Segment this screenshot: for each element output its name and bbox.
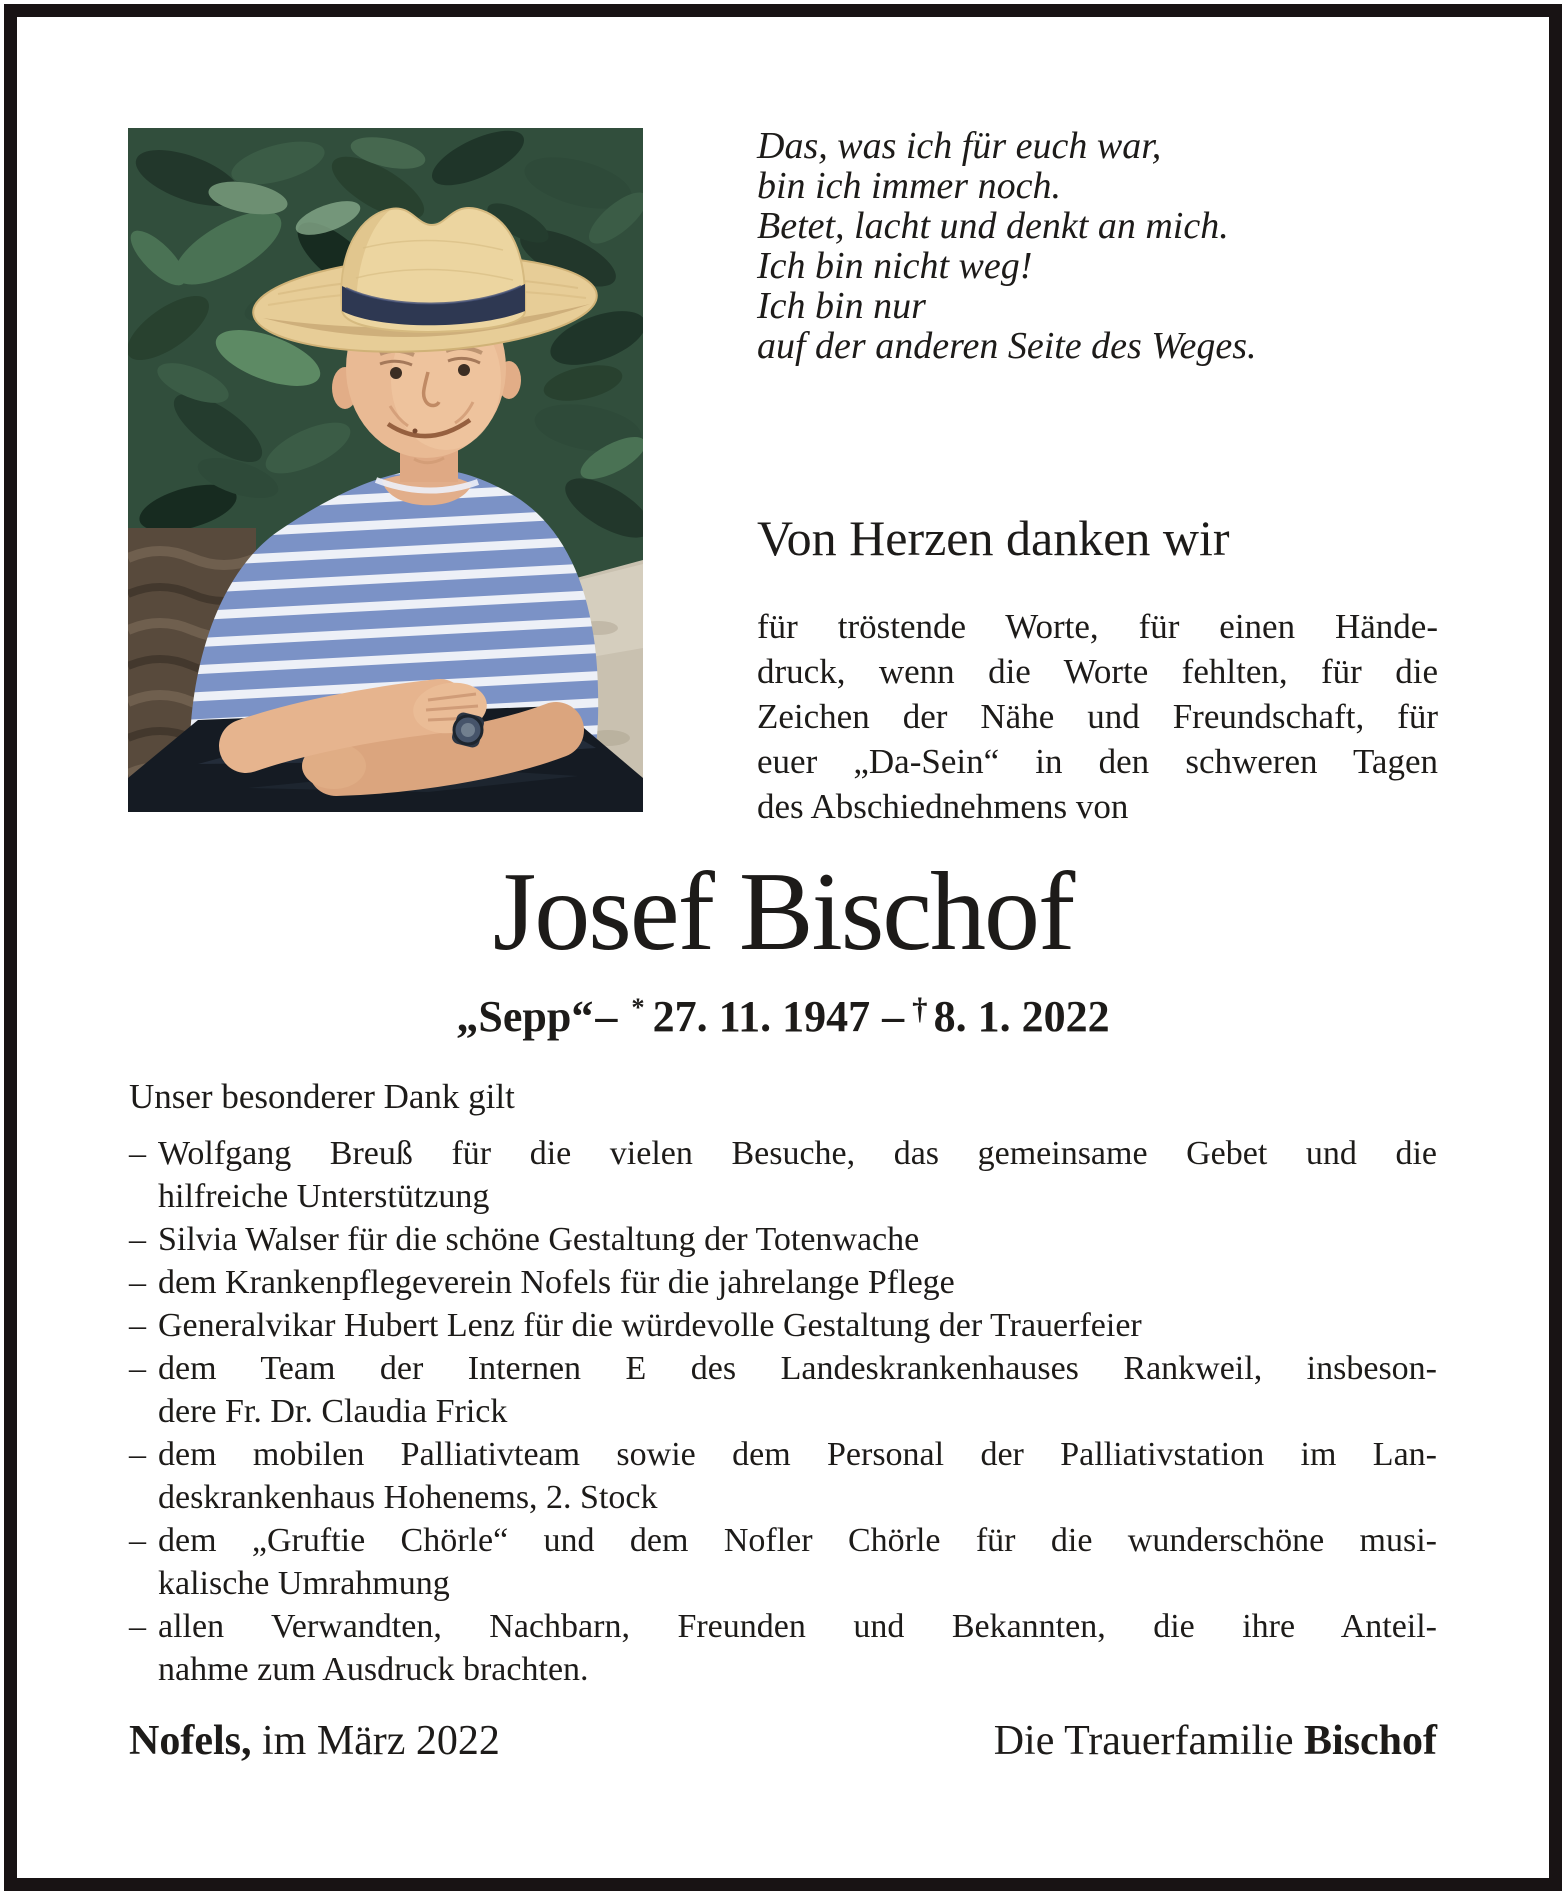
list-dash: – <box>129 1264 146 1301</box>
list-dash: – <box>129 1436 146 1473</box>
thanks-item-line: dem „Gruftie Chörle“ und dem Nofler Chörle für die wunderschöne musi- <box>158 1522 1437 1559</box>
thanks-item-line: hilfreiche Unterstützung <box>158 1178 490 1215</box>
thanks-item-line: dem Krankenpflegeverein Nofels für die jahrelange Pflege <box>158 1264 955 1301</box>
memorial-poem <box>757 126 1257 366</box>
thanks-item-line: Generalvikar Hubert Lenz für die würdevolle Gestaltung der Trauerfeier <box>158 1307 1142 1344</box>
thanks-item-line: allen Verwandten, Nachbarn, Freunden und Bekannten, die ihre Anteil- <box>158 1608 1437 1645</box>
paragraph-line: des Abschiednehmens von <box>757 787 1129 826</box>
date: im März 2022 <box>251 1718 500 1764</box>
portrait-photo-illustration <box>128 128 643 812</box>
list-dash: – <box>129 1221 146 1258</box>
thanks-item-line: Wolfgang Breuß für die vielen Besuche, das gemeinsame Gebet und die <box>158 1135 1437 1172</box>
family-prefix: Die Trauerfamilie <box>993 1718 1304 1764</box>
thanks-list-item <box>129 1218 1437 1261</box>
poem-line: Ich bin nicht weg! <box>757 245 1033 287</box>
thanks-list-item <box>129 1132 1437 1218</box>
thanks-item-line: Silvia Walser für die schöne Gestaltung der Totenwache <box>158 1221 920 1258</box>
thanks-paragraph <box>757 604 1438 829</box>
poem-line: auf der anderen Seite des Weges. <box>757 325 1257 367</box>
separator: – <box>882 992 905 1041</box>
thanks-item-line: dem mobilen Palliativteam sowie dem Personal der Palliativstation im Lan- <box>158 1436 1437 1473</box>
death-cross-icon: † <box>912 991 928 1026</box>
poem-line: bin ich immer noch. <box>757 165 1061 207</box>
thanks-list-item <box>129 1605 1437 1691</box>
footer-row <box>129 1718 1437 1764</box>
death-date: 8. 1. 2022 <box>933 992 1110 1041</box>
mourning-family <box>994 1718 1437 1764</box>
paragraph-line: Zeichen der Nähe und Freundschaft, für <box>757 697 1438 736</box>
place: Nofels, <box>129 1718 252 1764</box>
poem-line: Das, was ich für euch war, <box>757 125 1162 167</box>
thanks-item-line: deskrankenhaus Hohenems, 2. Stock <box>158 1479 658 1516</box>
list-dash: – <box>129 1350 146 1387</box>
place-and-date <box>129 1718 500 1764</box>
life-dates-line <box>129 991 1437 1041</box>
birth-date: 27. 11. 1947 <box>652 992 871 1041</box>
list-dash: – <box>129 1135 146 1172</box>
thanks-list-item <box>129 1519 1437 1605</box>
nickname: „Sepp“ <box>456 992 594 1041</box>
thanks-list-intro: Unser besonderer Dank gilt <box>129 1077 515 1116</box>
birth-star-icon: * <box>631 992 645 1023</box>
list-dash: – <box>129 1608 146 1645</box>
list-dash: – <box>129 1307 146 1344</box>
thanks-list-item <box>129 1304 1437 1347</box>
deceased-name: Josef Bischof <box>492 850 1074 974</box>
paragraph-line: euer „Da-Sein“ in den schweren Tagen <box>757 742 1438 781</box>
paragraph-line: für tröstende Worte, für einen Hände- <box>757 607 1438 646</box>
separator: – <box>595 992 618 1041</box>
poem-line: Ich bin nur <box>757 285 926 327</box>
thanks-item-line: dere Fr. Dr. Claudia Frick <box>158 1393 508 1430</box>
paragraph-line: druck, wenn die Worte fehlten, für die <box>757 652 1438 691</box>
list-dash: – <box>129 1522 146 1559</box>
thanks-list-item <box>129 1433 1437 1519</box>
thanks-heading: Von Herzen danken wir <box>757 510 1230 566</box>
thanks-list-item <box>129 1261 1437 1304</box>
poem-line: Betet, lacht und denkt an mich. <box>757 205 1229 247</box>
thanks-list <box>129 1132 1437 1691</box>
family-name: Bischof <box>1303 1718 1437 1764</box>
thanks-item-line: nahme zum Ausdruck brachten. <box>158 1651 589 1688</box>
thanks-item-line: kalische Umrahmung <box>158 1565 450 1602</box>
portrait-photo <box>128 128 643 812</box>
thanks-list-item <box>129 1347 1437 1433</box>
thanks-item-line: dem Team der Internen E des Landeskrankenhauses Rankweil, insbeson- <box>158 1350 1437 1387</box>
